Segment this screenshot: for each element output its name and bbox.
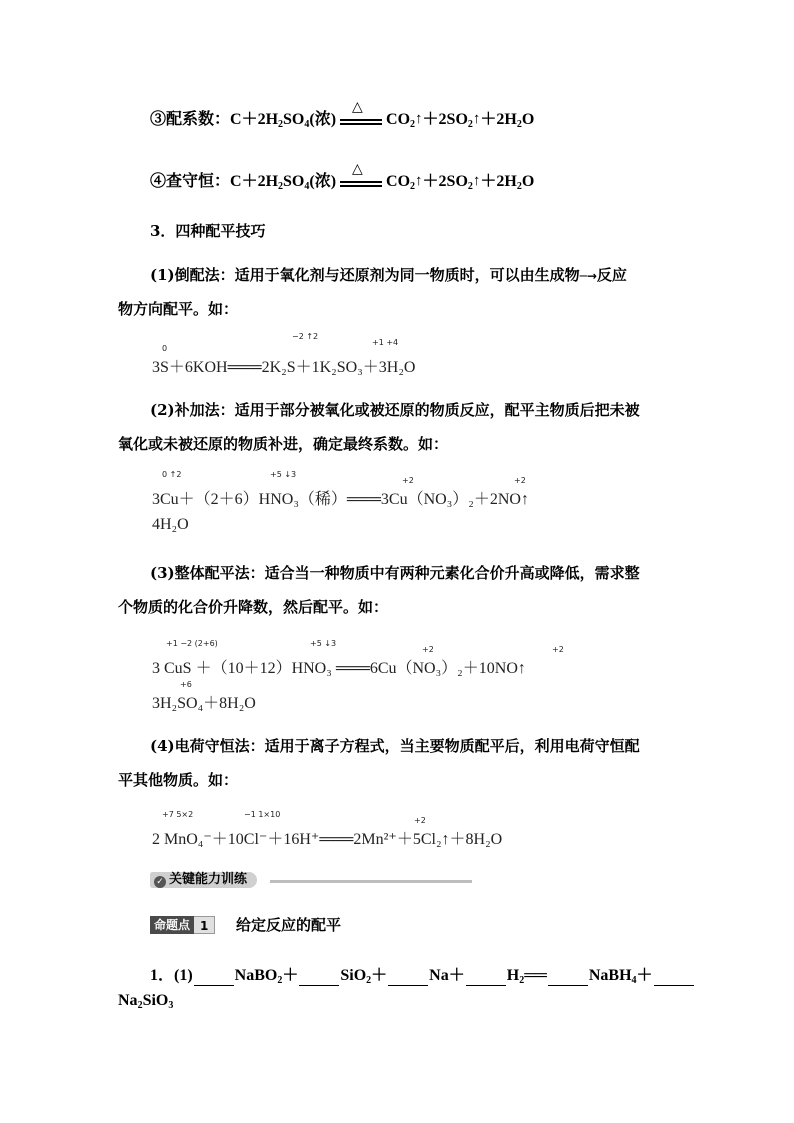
- technique-4-text: (4)电荷守恒法：适用于离子方程式，当主要物质配平后，利用电荷守恒配: [150, 737, 640, 755]
- answer-blank[interactable]: [388, 971, 428, 986]
- gas-arrow-icon: ↑: [472, 173, 481, 189]
- gas-arrow-icon: ↑: [415, 173, 423, 189]
- heat-equals-sign: [340, 99, 382, 129]
- technique-1-text: (1)倒配法：适用于氧化剂与还原剂为同一物质时，可以由生成物─→反应: [150, 266, 627, 284]
- answer-blank[interactable]: [194, 971, 234, 986]
- arrow-icon: ─→: [579, 269, 597, 283]
- technique-3-text: (3)整体配平法：适合当一种物质中有两种元素化合价升高或降低，需求整: [150, 564, 640, 582]
- step3-label: ③配系数：: [150, 111, 231, 128]
- technique-3-equation-line2: +6 3H₂SO₄＋8H₂O: [152, 680, 256, 712]
- gas-arrow-icon: ↑: [415, 111, 423, 127]
- question-1: 1．(1) NaBO$_2$＋ $SiO_2+ Na+ H_2══$ NaBH$_4$＋: [150, 962, 695, 986]
- technique-4-text-line2: 平其他物质。如：: [118, 771, 239, 789]
- gas-arrow-icon: ↑: [472, 111, 481, 127]
- question-1-line2: $Na_2SiO_3$: [118, 992, 174, 1011]
- technique-2-text: (2)补加法：适用于部分被氧化或被还原的物质反应，配平主物质后把未被: [150, 401, 640, 419]
- divider: [270, 880, 472, 883]
- technique-2-equation: 0 ↑2 +5 ↓3 +2 +2 3Cu＋（2＋6）HNO₃（稀）═══3Cu（NO₃）₂＋2NO↑: [152, 470, 529, 508]
- technique-1-text-line2: 物方向配平。如：: [118, 300, 239, 318]
- topic-badge-label: 命题点: [150, 916, 194, 934]
- delta-icon: △: [352, 161, 363, 178]
- technique-3-text-line2: 个物质的化合价升降数，然后配平。如：: [118, 598, 389, 616]
- topic-badge: [150, 916, 215, 934]
- answer-blank[interactable]: [299, 971, 339, 986]
- technique-3-equation: +1 −2 (2+6) +5 ↓3 +2 +2 3 CuS ＋（10＋12）HNO₃ ═══6Cu（NO₃）₂＋10NO↑: [152, 639, 564, 677]
- answer-blank[interactable]: [654, 971, 694, 986]
- check-circle-icon: ✓: [154, 876, 166, 888]
- training-pill: [150, 872, 257, 888]
- section-title: 3．四种配平技巧: [150, 222, 266, 240]
- delta-icon: △: [352, 99, 363, 116]
- key-ability-training-header: [150, 872, 472, 888]
- heat-equals-sign: [340, 161, 382, 191]
- training-label: 关键能力训练: [169, 872, 248, 887]
- topic-title: 给定反应的配平: [236, 916, 342, 934]
- technique-2-text-line2: 氧化或未被还原的物质补进，确定最终系数。如：: [118, 435, 449, 453]
- answer-blank[interactable]: [466, 971, 506, 986]
- technique-1-equation: 0 −2 ↑2 +1 +4 3S＋6KOH═══2K₂S＋1K₂SO₃＋3H₂O: [152, 332, 416, 376]
- technique-2-equation-line2: 4H₂O: [152, 516, 189, 533]
- technique-4-equation: +7 5×2 −1 1×10 +2 2 MnO₄⁻＋10Cl⁻＋16H⁺═══2Mn²⁺＋5Cl₂↑＋8H₂O: [152, 810, 503, 848]
- step3-equation: ③配系数：$C+2H_2SO_4$(浓) △ $CO_2↑+2SO_2↑+2H_2O$: [150, 99, 535, 130]
- step4-label: ④查守恒：: [150, 173, 231, 190]
- topic-badge-number: 1: [194, 916, 215, 934]
- step4-equation: ④查守恒：$C+2H_2SO_4$(浓) △ $CO_2↑+2SO_2↑+2H_2O$: [150, 161, 535, 192]
- answer-blank[interactable]: [548, 971, 588, 986]
